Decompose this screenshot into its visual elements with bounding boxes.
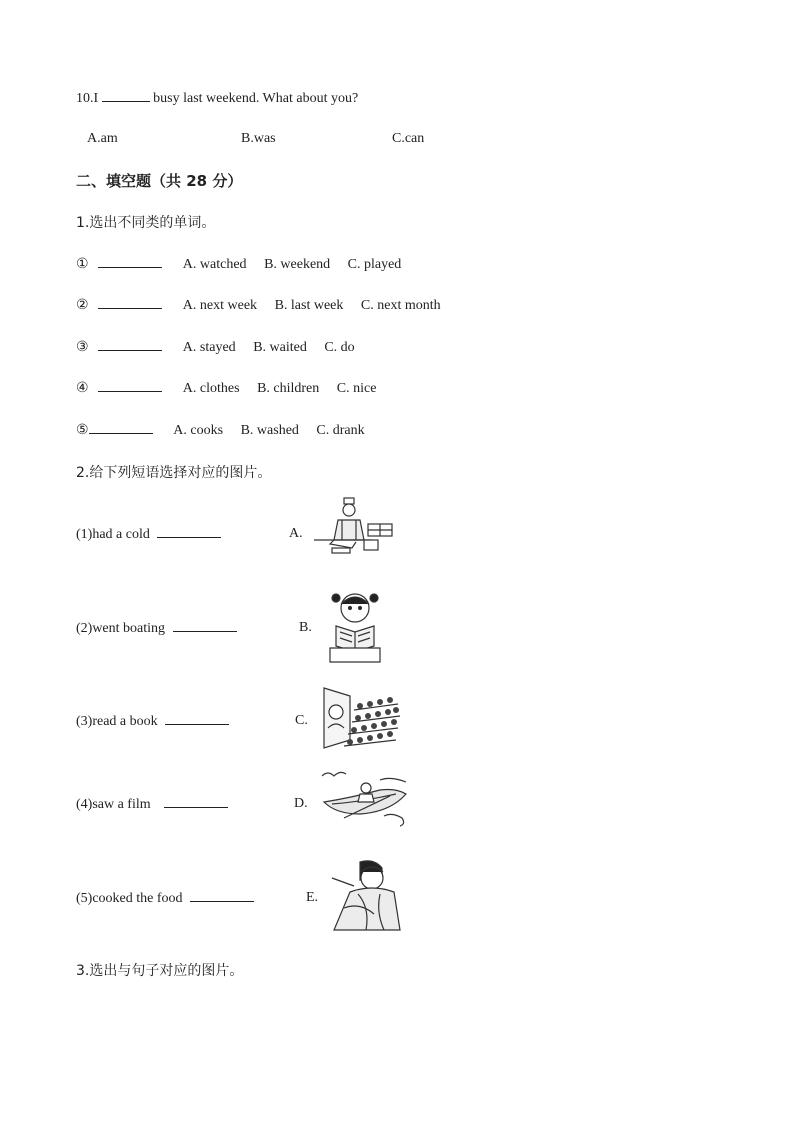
option-a[interactable]: A. cooks <box>173 423 224 438</box>
list-item <box>76 296 455 314</box>
picture-letter: D. <box>294 796 308 811</box>
phrase-text: (2)went boating <box>76 621 166 636</box>
option-b[interactable]: B. waited <box>253 340 307 355</box>
option-c[interactable]: C. nice <box>336 381 377 396</box>
option-a[interactable]: A. watched <box>182 257 247 272</box>
cook-icon <box>312 496 396 556</box>
option-b[interactable]: B. washed <box>240 423 299 438</box>
phrase-item <box>76 525 221 543</box>
phrase-text: (5)cooked the food <box>76 891 183 906</box>
option-b[interactable]: B. last week <box>274 298 344 313</box>
question-text-before: I <box>93 91 99 106</box>
answer-blank[interactable] <box>165 712 229 725</box>
phrase-text: (4)saw a film <box>76 797 151 812</box>
option-c[interactable]: C. drank <box>316 423 365 438</box>
phrase-item <box>76 619 237 637</box>
answer-blank[interactable] <box>190 889 254 902</box>
question-number: 10. <box>76 91 94 106</box>
phrase-text: (1)had a cold <box>76 527 150 542</box>
list-item <box>76 421 379 439</box>
option-b[interactable]: B. children <box>257 381 320 396</box>
option-a[interactable]: A. next week <box>182 298 258 313</box>
option-c[interactable]: C. do <box>324 340 355 355</box>
boat-icon <box>320 768 410 828</box>
answer-blank[interactable] <box>164 795 228 808</box>
sick-child-icon <box>330 858 404 934</box>
question-10 <box>76 89 358 107</box>
list-item <box>76 255 415 273</box>
answer-blank[interactable] <box>98 296 162 309</box>
picture-letter: C. <box>295 713 308 728</box>
option-a[interactable]: A.am <box>87 131 118 146</box>
question-text-after: busy last weekend. What about you? <box>153 91 359 106</box>
picture-letter: A. <box>289 526 303 541</box>
answer-blank[interactable] <box>98 338 162 351</box>
phrase-text: (3)read a book <box>76 714 158 729</box>
list-item <box>76 338 369 356</box>
option-a[interactable]: A. stayed <box>182 340 236 355</box>
option-c[interactable]: C.can <box>392 131 425 146</box>
part1-title: 1.选出不同类的单词。 <box>76 215 216 231</box>
list-item <box>76 379 390 397</box>
item-number: ⑤ <box>76 423 89 438</box>
picture-letter: B. <box>299 620 312 635</box>
item-number: ③ <box>76 340 89 355</box>
picture-letter: E. <box>306 890 319 905</box>
section-title: 二、填空题（共 28 分） <box>76 172 243 190</box>
answer-blank[interactable] <box>102 89 150 102</box>
item-number: ① <box>76 257 89 272</box>
option-c[interactable]: C. next month <box>360 298 441 313</box>
option-a[interactable]: A. clothes <box>182 381 240 396</box>
phrase-item <box>76 712 229 730</box>
option-c[interactable]: C. played <box>347 257 402 272</box>
answer-blank[interactable] <box>173 619 237 632</box>
item-number: ④ <box>76 381 89 396</box>
answer-blank[interactable] <box>98 255 162 268</box>
item-number: ② <box>76 298 89 313</box>
part3-title: 3.选出与句子对应的图片。 <box>76 963 244 979</box>
option-b[interactable]: B.was <box>241 131 276 146</box>
cinema-icon <box>320 686 402 754</box>
girl-reading-icon <box>322 586 388 666</box>
part2-title: 2.给下列短语选择对应的图片。 <box>76 465 272 481</box>
answer-blank[interactable] <box>157 525 221 538</box>
phrase-item <box>76 889 254 907</box>
answer-blank[interactable] <box>89 421 153 434</box>
phrase-item <box>76 795 228 813</box>
option-b[interactable]: B. weekend <box>264 257 331 272</box>
answer-blank[interactable] <box>98 379 162 392</box>
